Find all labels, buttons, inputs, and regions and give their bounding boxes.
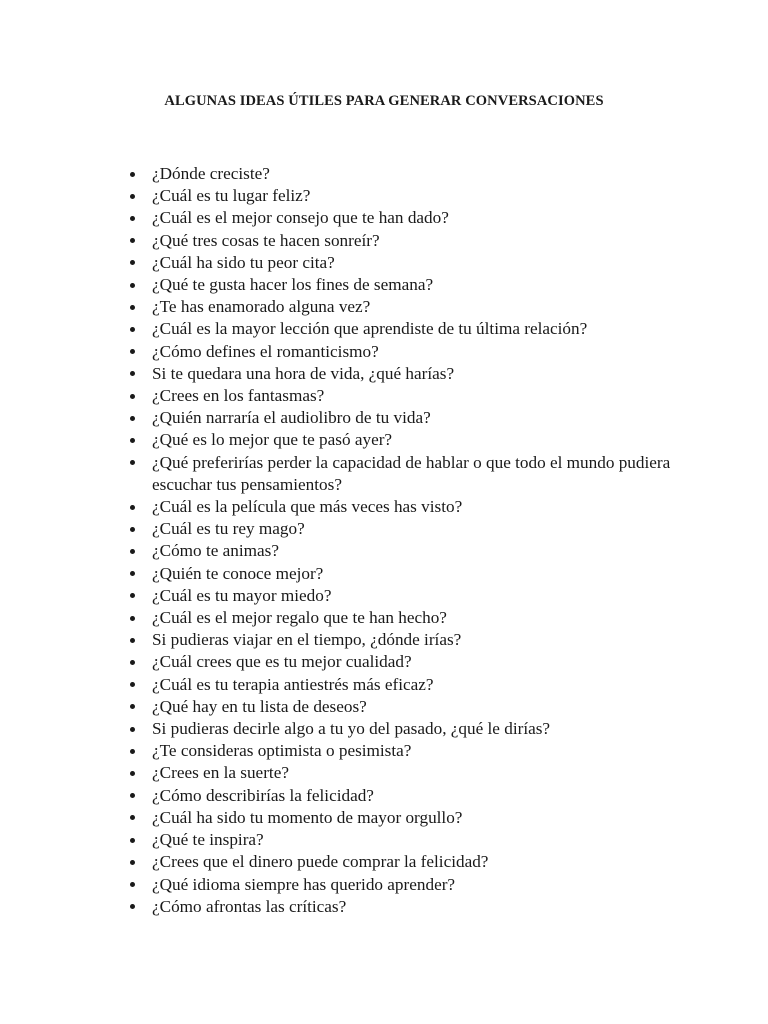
list-item: ¿Qué tres cosas te hacen sonreír? — [152, 230, 692, 252]
list-item: ¿Cómo te animas? — [152, 540, 692, 562]
list-item: Si te quedara una hora de vida, ¿qué harías? — [152, 363, 692, 385]
list-item: ¿Cuál es tu terapia antiestrés más eficaz? — [152, 674, 692, 696]
list-item: ¿Cuál ha sido tu peor cita? — [152, 252, 692, 274]
list-item: ¿Crees en la suerte? — [152, 762, 692, 784]
list-item: ¿Qué te inspira? — [152, 829, 692, 851]
document-title: ALGUNAS IDEAS ÚTILES PARA GENERAR CONVERSACIONES — [164, 93, 604, 109]
list-item: ¿Cuál es el mejor consejo que te han dado? — [152, 207, 692, 229]
list-item: ¿Cuál es el mejor regalo que te han hecho? — [152, 607, 692, 629]
list-item: Si pudieras decirle algo a tu yo del pasado, ¿qué le dirías? — [152, 718, 692, 740]
list-item: ¿Qué te gusta hacer los fines de semana? — [152, 274, 692, 296]
list-item: ¿Crees que el dinero puede comprar la felicidad? — [152, 851, 692, 873]
list-item: ¿Te has enamorado alguna vez? — [152, 296, 692, 318]
list-item: ¿Quién te conoce mejor? — [152, 563, 692, 585]
list-item: ¿Crees en los fantasmas? — [152, 385, 692, 407]
list-item: ¿Cómo afrontas las críticas? — [152, 896, 692, 918]
list-item: ¿Dónde creciste? — [152, 163, 692, 185]
list-item: ¿Cuál crees que es tu mejor cualidad? — [152, 651, 692, 673]
list-item: Si pudieras viajar en el tiempo, ¿dónde irías? — [152, 629, 692, 651]
list-item: ¿Quién narraría el audiolibro de tu vida? — [152, 407, 692, 429]
list-item: ¿Cuál es tu mayor miedo? — [152, 585, 692, 607]
list-item: ¿Te consideras optimista o pesimista? — [152, 740, 692, 762]
question-list — [152, 163, 692, 918]
list-item: ¿Qué es lo mejor que te pasó ayer? — [152, 429, 692, 451]
list-item: ¿Cuál es la mayor lección que aprendiste de tu última relación? — [152, 318, 692, 340]
list-item: ¿Qué idioma siempre has querido aprender? — [152, 874, 692, 896]
list-item: ¿Cuál ha sido tu momento de mayor orgullo? — [152, 807, 692, 829]
list-item: ¿Cuál es tu rey mago? — [152, 518, 692, 540]
list-item: ¿Cuál es tu lugar feliz? — [152, 185, 692, 207]
list-item: ¿Qué preferirías perder la capacidad de hablar o que todo el mundo pudiera escuchar tus pensamientos? — [152, 452, 692, 496]
list-item: ¿Cómo describirías la felicidad? — [152, 785, 692, 807]
list-item: ¿Cómo defines el romanticismo? — [152, 341, 692, 363]
list-item: ¿Cuál es la película que más veces has visto? — [152, 496, 692, 518]
list-item: ¿Qué hay en tu lista de deseos? — [152, 696, 692, 718]
